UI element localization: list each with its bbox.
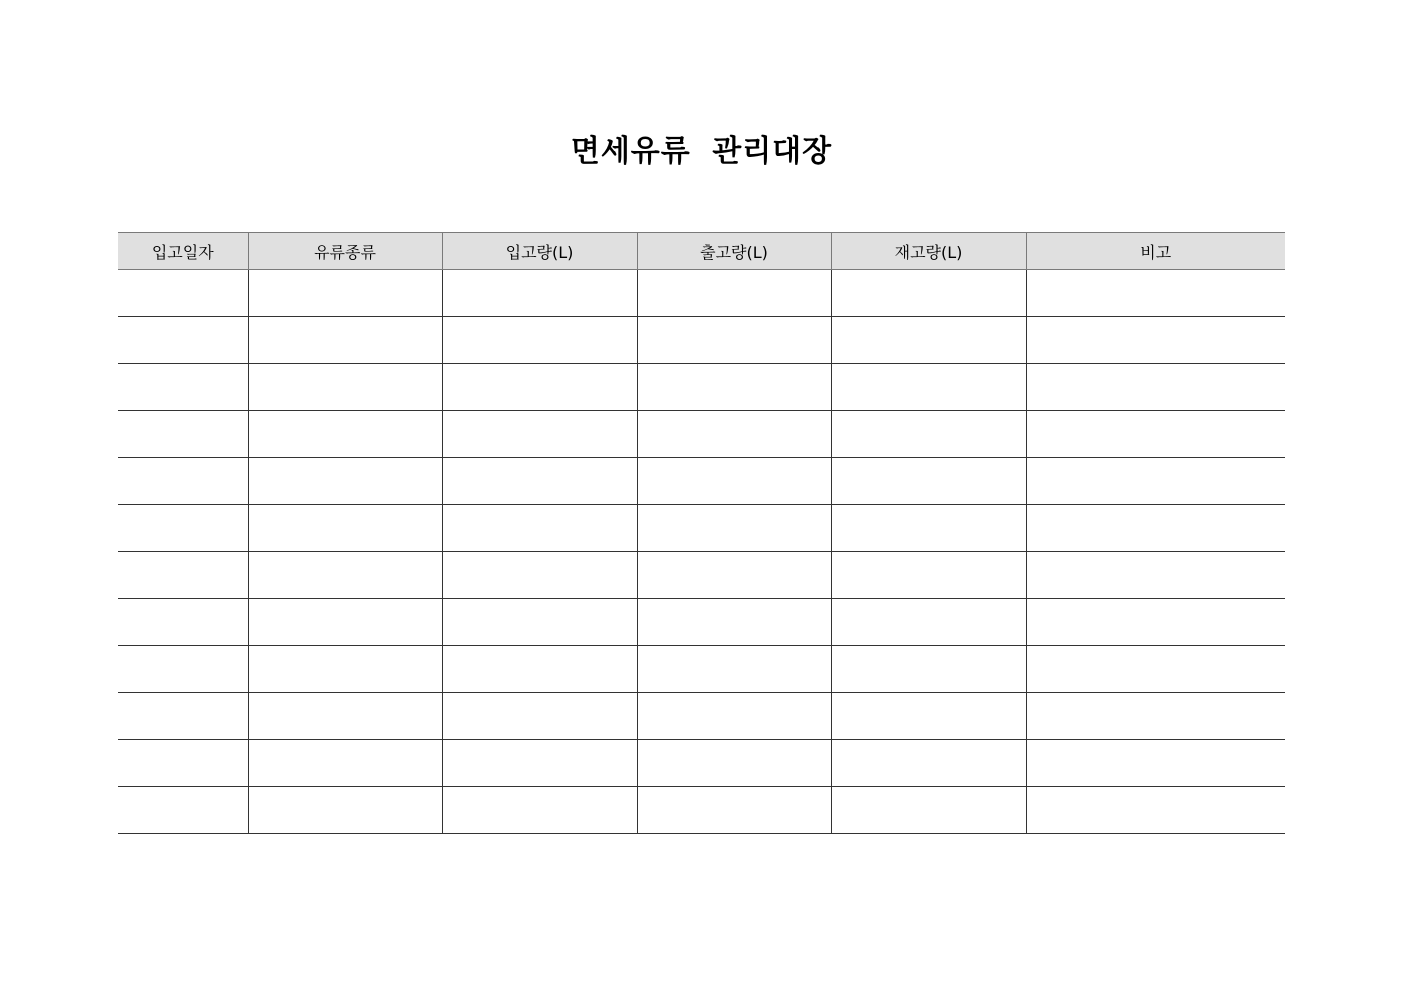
cell-outbound-quantity[interactable]	[637, 505, 831, 552]
cell-inbound-quantity[interactable]	[442, 505, 637, 552]
table-row	[118, 364, 1285, 411]
header-inbound-quantity: 입고량(L)	[442, 233, 637, 270]
table-row	[118, 270, 1285, 317]
cell-outbound-quantity[interactable]	[637, 364, 831, 411]
cell-inbound-quantity[interactable]	[442, 693, 637, 740]
cell-receipt-date[interactable]	[118, 458, 248, 505]
cell-fuel-type[interactable]	[248, 646, 442, 693]
cell-outbound-quantity[interactable]	[637, 552, 831, 599]
cell-receipt-date[interactable]	[118, 552, 248, 599]
table-header	[118, 233, 1285, 270]
table-row	[118, 552, 1285, 599]
cell-outbound-quantity[interactable]	[637, 411, 831, 458]
cell-inbound-quantity[interactable]	[442, 646, 637, 693]
table-row	[118, 505, 1285, 552]
cell-receipt-date[interactable]	[118, 411, 248, 458]
cell-fuel-type[interactable]	[248, 740, 442, 787]
cell-fuel-type[interactable]	[248, 693, 442, 740]
cell-outbound-quantity[interactable]	[637, 646, 831, 693]
page-title: 면세유류 관리대장	[570, 134, 833, 170]
cell-stock-quantity[interactable]	[831, 693, 1026, 740]
table-row	[118, 787, 1285, 834]
cell-outbound-quantity[interactable]	[637, 740, 831, 787]
cell-stock-quantity[interactable]	[831, 787, 1026, 834]
table-row	[118, 740, 1285, 787]
cell-stock-quantity[interactable]	[831, 505, 1026, 552]
cell-receipt-date[interactable]	[118, 740, 248, 787]
cell-outbound-quantity[interactable]	[637, 317, 831, 364]
cell-inbound-quantity[interactable]	[442, 787, 637, 834]
cell-receipt-date[interactable]	[118, 317, 248, 364]
cell-receipt-date[interactable]	[118, 599, 248, 646]
cell-stock-quantity[interactable]	[831, 317, 1026, 364]
cell-outbound-quantity[interactable]	[637, 270, 831, 317]
table-body	[118, 270, 1285, 834]
cell-receipt-date[interactable]	[118, 646, 248, 693]
header-row	[118, 233, 1285, 270]
cell-stock-quantity[interactable]	[831, 270, 1026, 317]
cell-receipt-date[interactable]	[118, 787, 248, 834]
table-row	[118, 411, 1285, 458]
cell-fuel-type[interactable]	[248, 552, 442, 599]
cell-remarks[interactable]	[1026, 364, 1285, 411]
cell-remarks[interactable]	[1026, 740, 1285, 787]
cell-inbound-quantity[interactable]	[442, 411, 637, 458]
table-row	[118, 458, 1285, 505]
cell-remarks[interactable]	[1026, 411, 1285, 458]
cell-inbound-quantity[interactable]	[442, 599, 637, 646]
cell-inbound-quantity[interactable]	[442, 458, 637, 505]
cell-receipt-date[interactable]	[118, 270, 248, 317]
cell-remarks[interactable]	[1026, 458, 1285, 505]
table-row	[118, 599, 1285, 646]
cell-stock-quantity[interactable]	[831, 599, 1026, 646]
ledger-table	[118, 232, 1285, 834]
cell-remarks[interactable]	[1026, 317, 1285, 364]
cell-fuel-type[interactable]	[248, 411, 442, 458]
cell-inbound-quantity[interactable]	[442, 270, 637, 317]
header-remarks: 비고	[1026, 233, 1285, 270]
header-fuel-type: 유류종류	[248, 233, 442, 270]
cell-fuel-type[interactable]	[248, 364, 442, 411]
cell-inbound-quantity[interactable]	[442, 364, 637, 411]
table-row	[118, 317, 1285, 364]
cell-fuel-type[interactable]	[248, 458, 442, 505]
cell-fuel-type[interactable]	[248, 505, 442, 552]
cell-stock-quantity[interactable]	[831, 740, 1026, 787]
cell-remarks[interactable]	[1026, 505, 1285, 552]
table-row	[118, 693, 1285, 740]
cell-remarks[interactable]	[1026, 787, 1285, 834]
cell-stock-quantity[interactable]	[831, 646, 1026, 693]
cell-remarks[interactable]	[1026, 646, 1285, 693]
cell-fuel-type[interactable]	[248, 599, 442, 646]
cell-remarks[interactable]	[1026, 552, 1285, 599]
cell-outbound-quantity[interactable]	[637, 599, 831, 646]
cell-remarks[interactable]	[1026, 599, 1285, 646]
cell-outbound-quantity[interactable]	[637, 458, 831, 505]
header-stock-quantity: 재고량(L)	[831, 233, 1026, 270]
header-receipt-date: 입고일자	[118, 233, 248, 270]
cell-fuel-type[interactable]	[248, 787, 442, 834]
cell-fuel-type[interactable]	[248, 270, 442, 317]
cell-stock-quantity[interactable]	[831, 411, 1026, 458]
cell-remarks[interactable]	[1026, 693, 1285, 740]
table-row	[118, 646, 1285, 693]
cell-inbound-quantity[interactable]	[442, 317, 637, 364]
cell-receipt-date[interactable]	[118, 693, 248, 740]
cell-stock-quantity[interactable]	[831, 364, 1026, 411]
cell-fuel-type[interactable]	[248, 317, 442, 364]
cell-remarks[interactable]	[1026, 270, 1285, 317]
cell-inbound-quantity[interactable]	[442, 740, 637, 787]
header-outbound-quantity: 출고량(L)	[637, 233, 831, 270]
cell-stock-quantity[interactable]	[831, 552, 1026, 599]
cell-receipt-date[interactable]	[118, 364, 248, 411]
cell-inbound-quantity[interactable]	[442, 552, 637, 599]
cell-outbound-quantity[interactable]	[637, 787, 831, 834]
cell-stock-quantity[interactable]	[831, 458, 1026, 505]
cell-receipt-date[interactable]	[118, 505, 248, 552]
cell-outbound-quantity[interactable]	[637, 693, 831, 740]
